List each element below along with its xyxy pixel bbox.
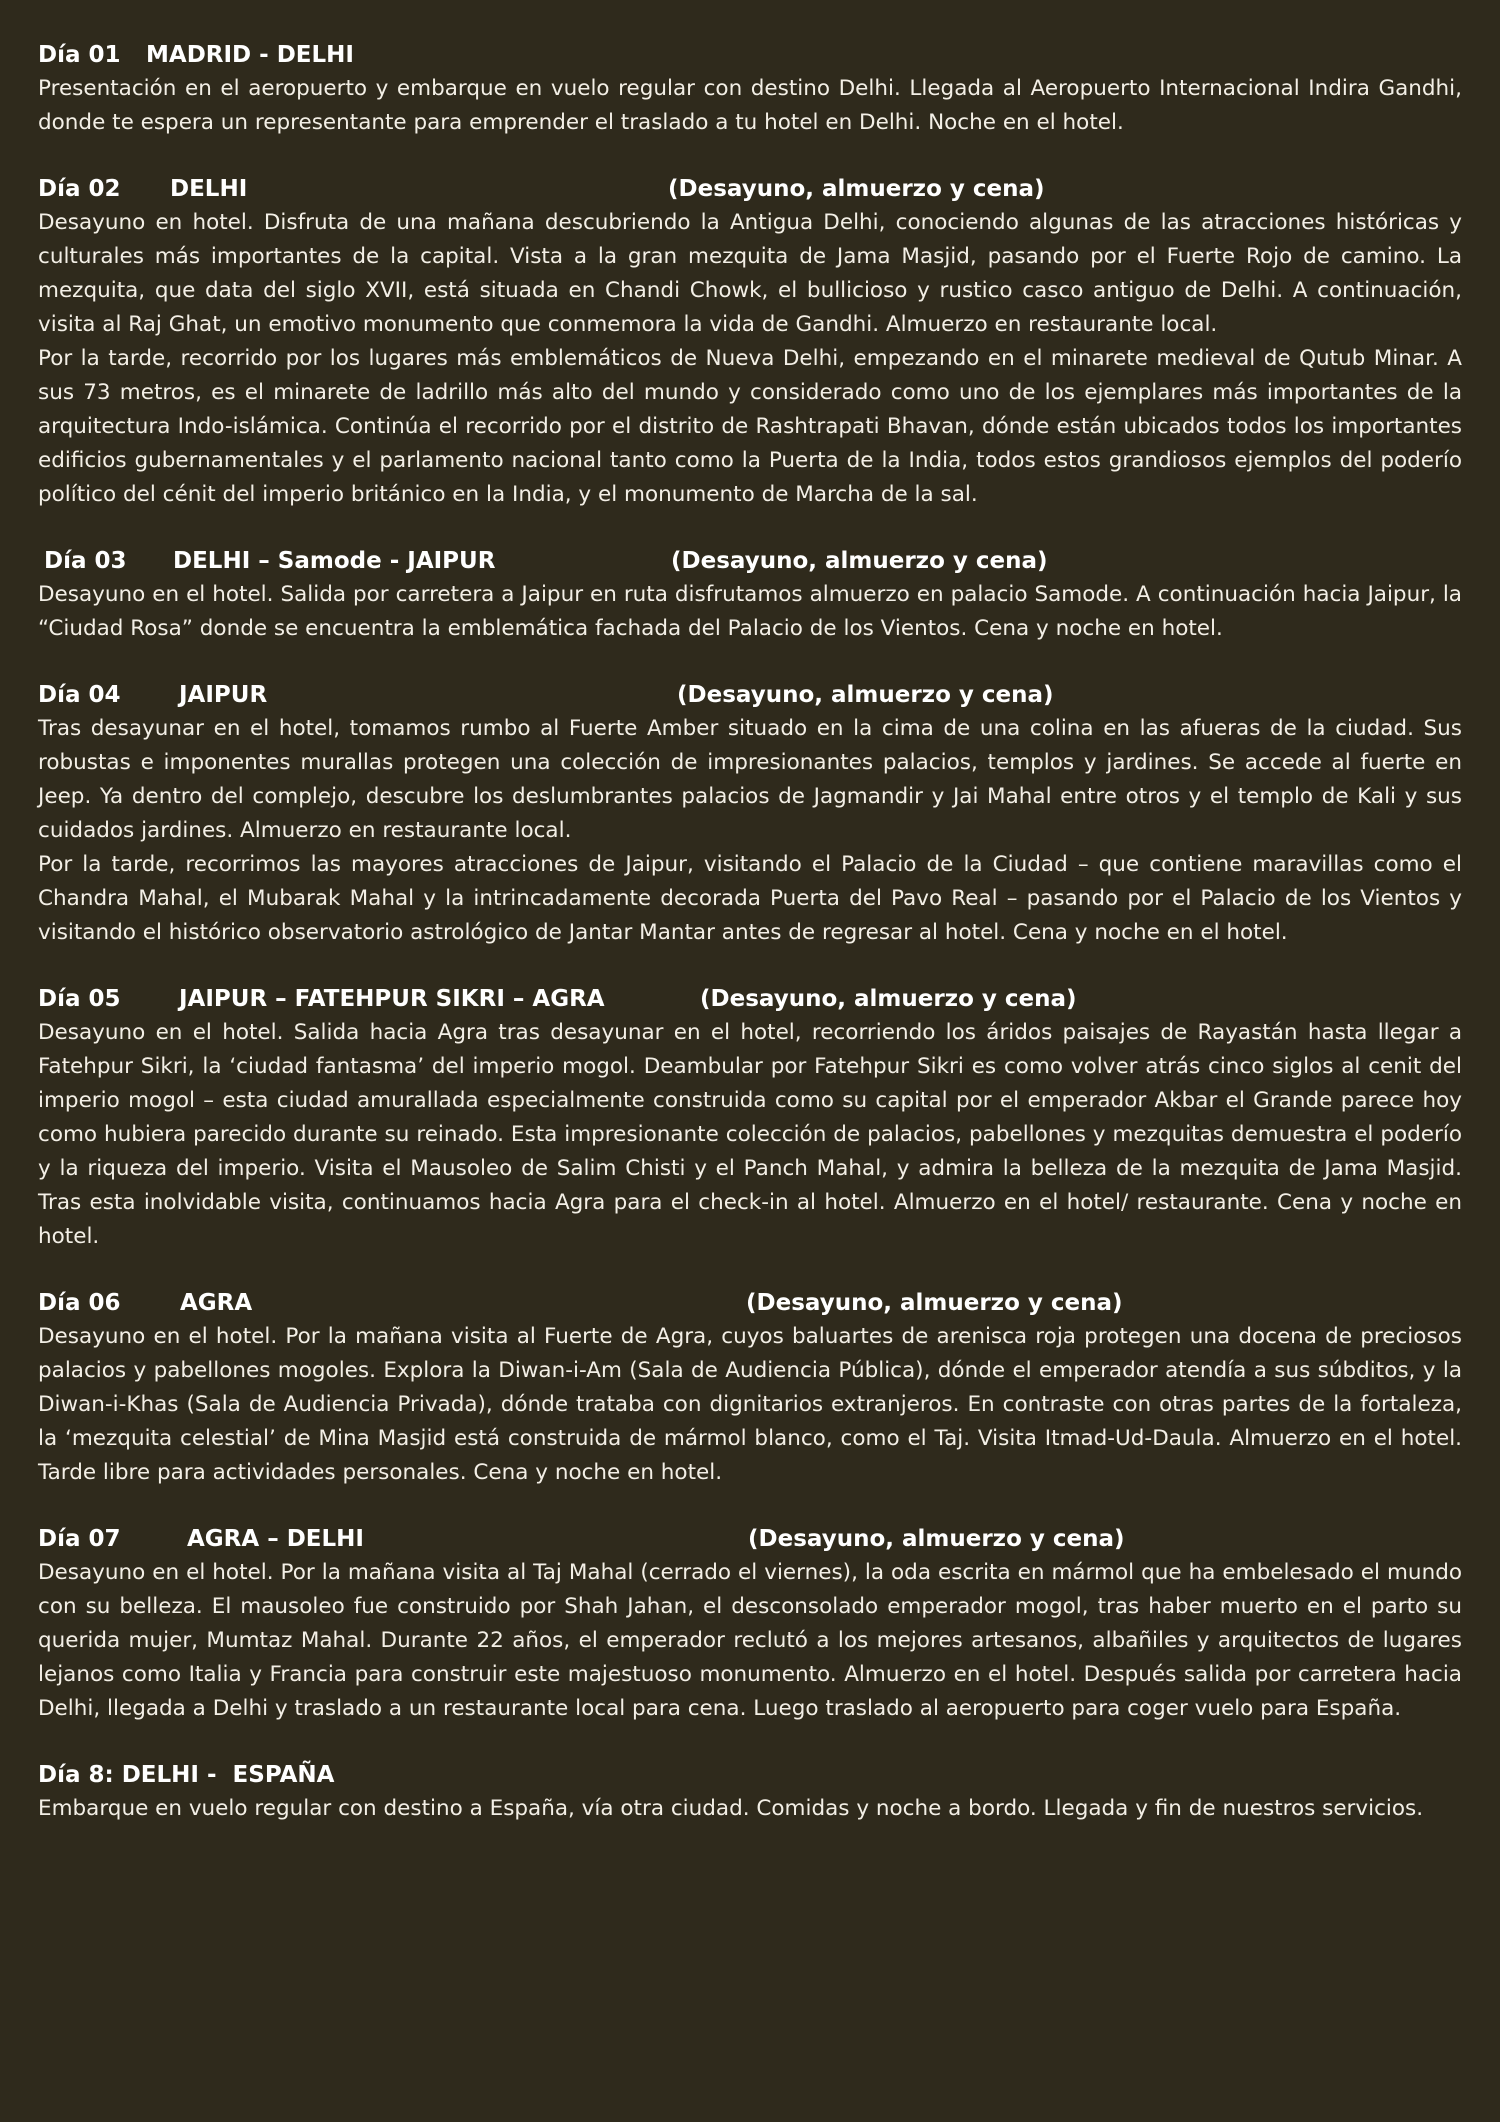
day-meals: (Desayuno, almuerzo y cena) <box>671 548 1048 574</box>
day-meals: (Desayuno, almuerzo y cena) <box>748 1526 1125 1552</box>
day-header <box>38 172 1462 206</box>
day-paragraph: Desayuno en el hotel. Por la mañana visita al Taj Mahal (cerrado el viernes), la oda escrita en mármol que ha embelesado el mundo con su belleza. El mausoleo fue construido por Shah Jahan, el desconsolado emperador mogol, tras haber muerto en el parto su querida mujer, Mumtaz Mahal. Durante 22 años, el emperador reclutó a los mejores artesanos, albañiles y arquitectos de lugares lejanos como Italia y Francia para construir este majestuoso monumento. Almuerzo en el hotel. Después salida por carretera hacia Delhi, llegada a Delhi y traslado a un restaurante local para cena. Luego traslado al aeropuerto para coger vuelo para España. <box>38 1560 1462 1721</box>
day-label: Día 8: DELHI - ESPAÑA <box>38 1762 335 1788</box>
day-header <box>38 678 1462 712</box>
day-label: Día 01 <box>38 42 121 68</box>
day-03 <box>38 544 1462 646</box>
day-route: JAIPUR <box>179 682 268 708</box>
day-header <box>38 982 1462 1016</box>
day-label: Día 03 <box>44 548 127 574</box>
day-paragraph: Tras desayunar en el hotel, tomamos rumbo al Fuerte Amber situado en la cima de una colina en las afueras de la ciudad. Sus robustas e imponentes murallas protegen una colección de impresionantes palacios, templos y jardines. Se accede al fuerte en Jeep. Ya dentro del complejo, descubre los deslumbrantes palacios de Jagmandir y Jai Mahal entre otros y el templo de Kali y sus cuidados jardines. Almuerzo en restaurante local. <box>38 716 1462 843</box>
day-description <box>38 1556 1462 1726</box>
day-paragraph: Por la tarde, recorrido por los lugares más emblemáticos de Nueva Delhi, empezando en el minarete medieval de Qutub Minar. A sus 73 metros, es el minarete de ladrillo más alto del mundo y considerado como uno de los ejemplares más importantes de la arquitectura Indo-islámica. Continúa el recorrido por el distrito de Rashtrapati Bhavan, dónde están ubicados todos los importantes edificios gubernamentales y el parlamento nacional tanto como la Puerta de la India, todos estos grandiosos ejemplos del poderío político del cénit del imperio británico en la India, y el monumento de Marcha de la sal. <box>38 346 1462 507</box>
day-description <box>38 712 1462 950</box>
day-paragraph: Desayuno en el hotel. Por la mañana visita al Fuerte de Agra, cuyos baluartes de arenisca roja protegen una docena de preciosos palacios y pabellones mogoles. Explora la Diwan-i-Am (Sala de Audiencia Pública), dónde el emperador atendía a sus súbditos, y la Diwan-i-Khas (Sala de Audiencia Privada), dónde trataba con dignitarios extranjeros. En contraste con otras partes de la fortaleza, la ‘mezquita celestial’ de Mina Masjid está construida de mármol blanco, como el Taj. Visita Itmad-Ud-Daula. Almuerzo en el hotel. Tarde libre para actividades personales. Cena y noche en hotel. <box>38 1324 1462 1485</box>
day-paragraph: Desayuno en hotel. Disfruta de una mañana descubriendo la Antigua Delhi, conociendo algunas de las atracciones históricas y culturales más importantes de la capital. Vista a la gran mezquita de Jama Masjid, pasando por el Fuerte Rojo de camino. La mezquita, que data del siglo XVII, está situada en Chandi Chowk, el bullicioso y rustico casco antiguo de Delhi. A continuación, visita al Raj Ghat, un emotivo monumento que conmemora la vida de Gandhi. Almuerzo en restaurante local. <box>38 210 1462 337</box>
day-route: DELHI <box>170 176 248 202</box>
day-label: Día 04 <box>38 682 121 708</box>
day-description <box>38 72 1462 140</box>
day-header <box>38 1522 1462 1556</box>
day-description <box>38 1016 1462 1254</box>
day-06 <box>38 1286 1462 1490</box>
day-meals: (Desayuno, almuerzo y cena) <box>677 682 1054 708</box>
day-route: JAIPUR – FATEHPUR SIKRI – AGRA <box>179 986 605 1012</box>
day-meals: (Desayuno, almuerzo y cena) <box>700 986 1077 1012</box>
day-meals: (Desayuno, almuerzo y cena) <box>668 176 1045 202</box>
day-header <box>38 1758 1462 1792</box>
day-description <box>38 206 1462 512</box>
day-label: Día 07 <box>38 1526 121 1552</box>
day-paragraph: Desayuno en el hotel. Salida por carretera a Jaipur en ruta disfrutamos almuerzo en palacio Samode. A continuación hacia Jaipur, la “Ciudad Rosa” donde se encuentra la emblemática fachada del Palacio de los Vientos. Cena y noche en hotel. <box>38 582 1462 641</box>
day-description <box>38 1792 1462 1826</box>
day-label: Día 02 <box>38 176 121 202</box>
day-description <box>38 578 1462 646</box>
day-route: AGRA – DELHI <box>187 1526 364 1552</box>
day-paragraph: Desayuno en el hotel. Salida hacia Agra tras desayunar en el hotel, recorriendo los áridos paisajes de Rayastán hasta llegar a Fatehpur Sikri, la ‘ciudad fantasma’ del imperio mogol. Deambular por Fatehpur Sikri es como volver atrás cinco siglos al cenit del imperio mogol – esta ciudad amurallada especialmente construida como su capital por el emperador Akbar el Grande parece hoy como hubiera parecido durante su reinado. Esta impresionante colección de palacios, pabellones y mezquitas demuestra el poderío y la riqueza del imperio. Visita el Mausoleo de Salim Chisti y el Panch Mahal, y admira la belleza de la mezquita de Jama Masjid. Tras esta inolvidable visita, continuamos hacia Agra para el check-in al hotel. Almuerzo en el hotel/ restaurante. Cena y noche en hotel. <box>38 1020 1462 1249</box>
day-02 <box>38 172 1462 512</box>
day-08 <box>38 1758 1462 1826</box>
day-label: Día 06 <box>38 1290 121 1316</box>
day-01 <box>38 38 1462 140</box>
day-meals: (Desayuno, almuerzo y cena) <box>746 1290 1123 1316</box>
day-header <box>38 544 1462 578</box>
day-route: DELHI – Samode - JAIPUR <box>173 548 496 574</box>
day-paragraph: Por la tarde, recorrimos las mayores atracciones de Jaipur, visitando el Palacio de la Ciudad – que contiene maravillas como el Chandra Mahal, el Mubarak Mahal y la intrincadamente decorada Puerta del Pavo Real – pasando por el Palacio de los Vientos y visitando el histórico observatorio astrológico de Jantar Mantar antes de regresar al hotel. Cena y noche en el hotel. <box>38 852 1462 945</box>
day-route: AGRA <box>180 1290 253 1316</box>
day-header <box>38 38 1462 72</box>
day-label: Día 05 <box>38 986 121 1012</box>
day-paragraph: Presentación en el aeropuerto y embarque en vuelo regular con destino Delhi. Llegada al Aeropuerto Internacional Indira Gandhi, donde te espera un representante para emprender el traslado a tu hotel en Delhi. Noche en el hotel. <box>38 76 1462 135</box>
day-paragraph: Embarque en vuelo regular con destino a España, vía otra ciudad. Comidas y noche a bordo. Llegada y fin de nuestros servicios. <box>38 1796 1424 1821</box>
day-07 <box>38 1522 1462 1726</box>
day-route: MADRID - DELHI <box>146 42 354 68</box>
day-header <box>38 1286 1462 1320</box>
day-05 <box>38 982 1462 1254</box>
day-04 <box>38 678 1462 950</box>
day-description <box>38 1320 1462 1490</box>
